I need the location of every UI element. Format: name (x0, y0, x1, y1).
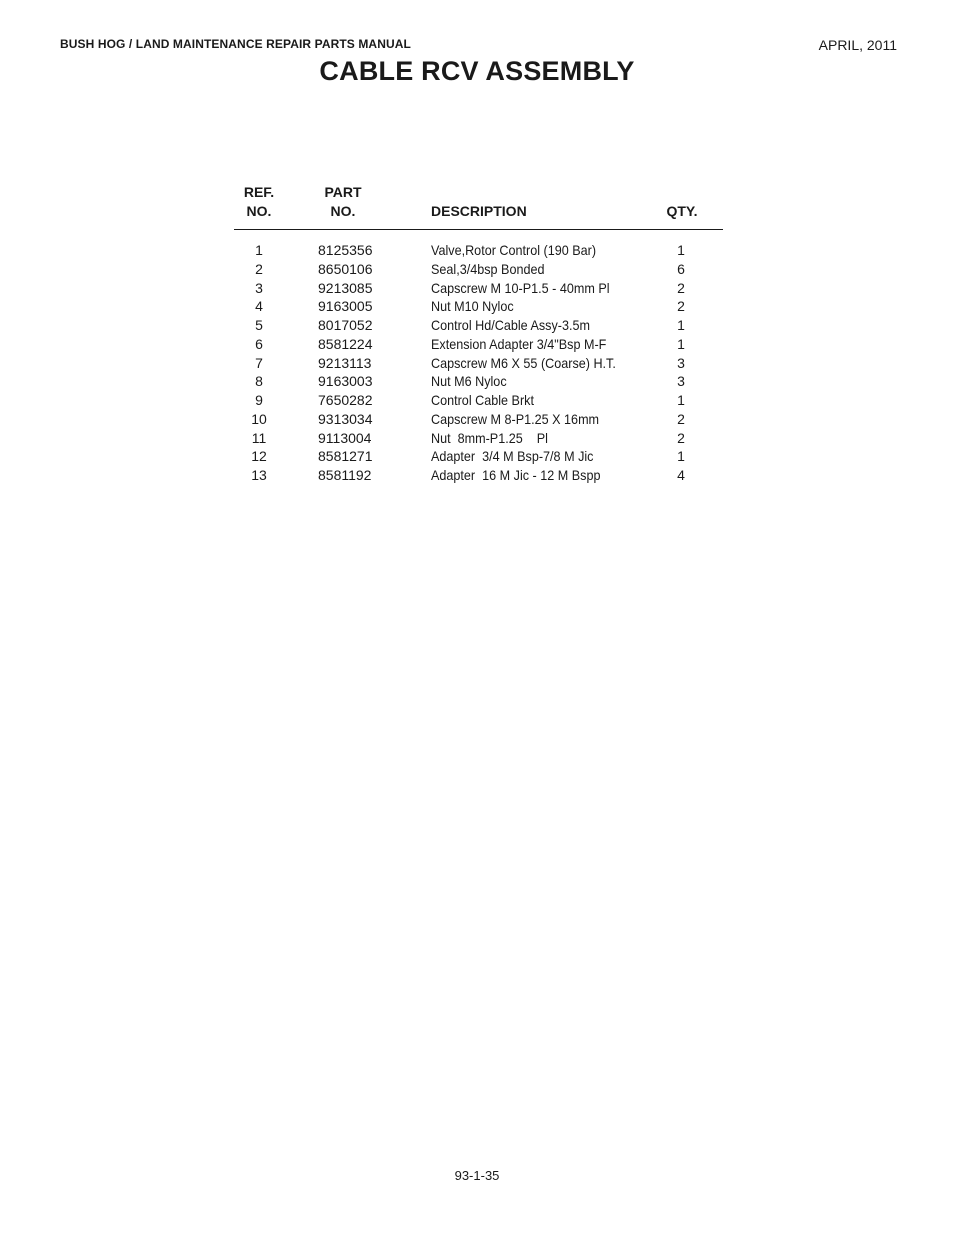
ref-cell: 6 (255, 335, 263, 352)
table-row (234, 260, 723, 279)
header-part-line2: NO. (330, 203, 356, 219)
manual-title: BUSH HOG / LAND MAINTENANCE REPAIR PARTS MANUAL (60, 37, 411, 51)
part-number-cell: 8017052 (318, 317, 373, 333)
table-header (234, 183, 723, 229)
description-text: Nut M6 Nyloc (431, 373, 507, 390)
description-text: Valve,Rotor Control (190 Bar) (431, 242, 597, 258)
header-qty: QTY. (666, 203, 698, 219)
description-cell (431, 429, 561, 448)
description-cell (431, 297, 523, 316)
ref-cell: 11 (251, 429, 267, 446)
part-number-cell: 8581192 (318, 467, 372, 483)
part-number-cell: 9213085 (318, 279, 373, 296)
qty-cell: 2 (677, 298, 685, 315)
description-cell (431, 410, 618, 429)
description-text: Adapter 3/4 M Bsp-7/8 M Jic (431, 448, 594, 465)
qty-cell: 1 (677, 448, 685, 465)
description-text: Nut M10 Nyloc (431, 298, 514, 315)
qty-cell: 4 (677, 467, 685, 483)
qty-cell: 1 (677, 392, 685, 408)
table-row (234, 241, 723, 260)
qty-cell: 6 (677, 260, 685, 277)
description-cell (431, 260, 557, 279)
ref-cell: 13 (251, 467, 267, 483)
description-text: Capscrew M6 X 55 (Coarse) H.T. (431, 354, 616, 371)
parts-table (234, 183, 723, 485)
qty-cell: 1 (677, 335, 685, 352)
header-description: DESCRIPTION (431, 203, 527, 219)
description-cell (431, 447, 612, 466)
description-cell (431, 372, 515, 391)
table-row (234, 279, 723, 298)
table-body (234, 241, 723, 485)
header-ref-line2: NO. (246, 203, 272, 219)
description-text: Adapter 16 M Jic - 12 M Bspp (431, 467, 601, 483)
description-cell (431, 279, 629, 298)
description-text: Capscrew M 10-P1.5 - 40mm Pl (431, 279, 610, 296)
ref-cell: 9 (255, 392, 263, 408)
part-number-cell: 9313034 (318, 410, 373, 427)
description-cell (431, 335, 626, 354)
header-ref-line1: REF. (243, 184, 275, 200)
table-row (234, 354, 723, 373)
page-number: 93-1-35 (454, 1168, 500, 1183)
ref-cell: 4 (255, 298, 263, 315)
description-cell (431, 391, 545, 410)
part-number-cell: 8581271 (318, 448, 373, 465)
description-cell (431, 354, 636, 373)
description-text: Control Hd/Cable Assy-3.5m (431, 317, 590, 333)
qty-cell: 1 (677, 242, 685, 258)
table-row (234, 297, 723, 316)
part-number-cell: 9213113 (318, 354, 372, 371)
part-number-cell: 8650106 (318, 260, 373, 277)
part-number-cell: 9113004 (318, 429, 372, 446)
header-part-line1: PART (324, 184, 362, 200)
part-number-cell: 8125356 (318, 242, 373, 258)
table-row (234, 447, 723, 466)
description-cell (431, 466, 619, 485)
part-number-cell: 7650282 (318, 392, 373, 408)
description-cell (431, 316, 608, 335)
qty-cell: 3 (677, 373, 685, 390)
part-number-cell: 9163005 (318, 298, 373, 315)
description-text: Control Cable Brkt (431, 392, 534, 408)
ref-cell: 8 (255, 373, 263, 390)
publication-date: APRIL, 2011 (818, 37, 897, 53)
qty-cell: 2 (677, 410, 685, 427)
ref-cell: 5 (255, 317, 263, 333)
description-text: Seal,3/4bsp Bonded (431, 260, 545, 277)
part-number-cell: 9163003 (318, 373, 373, 390)
page-title: CABLE RCV ASSEMBLY (319, 56, 635, 86)
ref-cell: 3 (255, 279, 263, 296)
ref-cell: 7 (255, 354, 263, 371)
table-row (234, 316, 723, 335)
description-text: Capscrew M 8-P1.25 X 16mm (431, 410, 600, 427)
ref-cell: 12 (251, 448, 267, 465)
description-text: Extension Adapter 3/4"Bsp M-F (431, 335, 607, 352)
description-cell (431, 241, 614, 260)
table-row (234, 335, 723, 354)
table-row (234, 466, 723, 485)
part-number-cell: 8581224 (318, 335, 373, 352)
description-text: Nut 8mm-P1.25 Pl (431, 429, 548, 446)
qty-cell: 3 (677, 354, 685, 371)
header-divider (234, 229, 723, 230)
ref-cell: 10 (251, 410, 267, 427)
table-row (234, 391, 723, 410)
qty-cell: 2 (677, 429, 685, 446)
table-row (234, 410, 723, 429)
qty-cell: 2 (677, 279, 685, 296)
table-row (234, 372, 723, 391)
qty-cell: 1 (677, 317, 685, 333)
ref-cell: 2 (255, 260, 263, 277)
ref-cell: 1 (255, 242, 263, 258)
table-row (234, 429, 723, 448)
